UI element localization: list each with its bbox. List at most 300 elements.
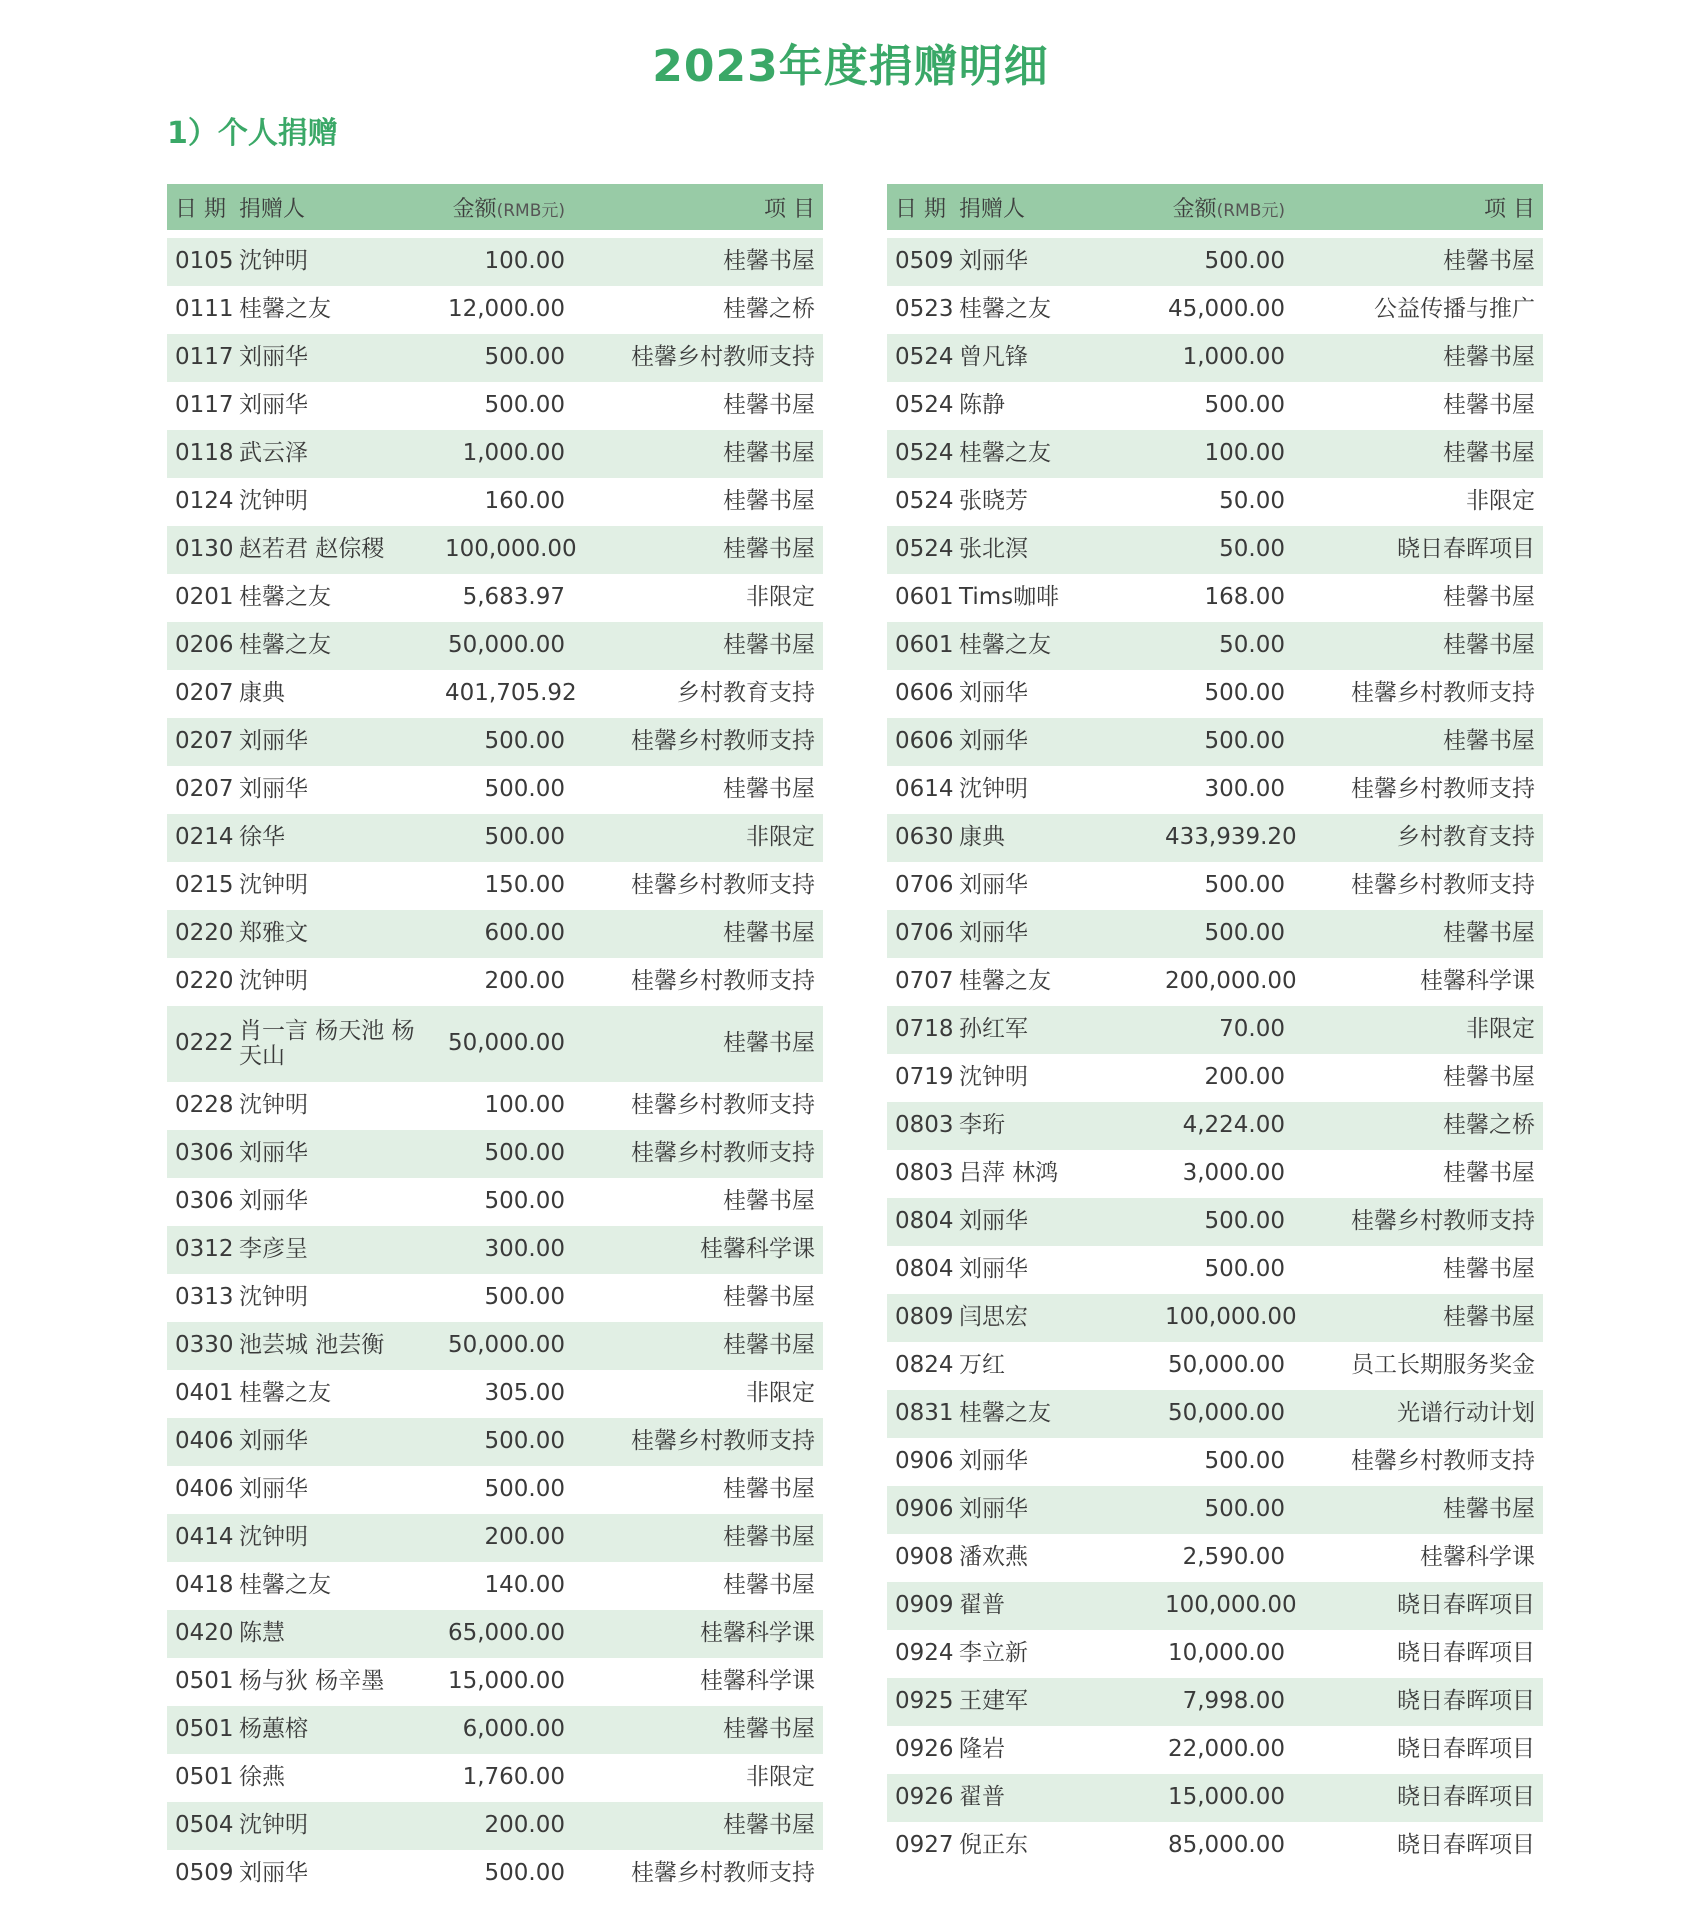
cell-donor: 刘丽华 — [959, 1448, 1028, 1475]
cell-date: 0925 — [887, 1678, 955, 1726]
cell-date: 0117 — [175, 392, 234, 419]
cell-donor: 隆岩 — [959, 1736, 1005, 1763]
cell-date: 0117 — [167, 334, 235, 382]
header-date: 日 期 — [887, 184, 955, 234]
header-amount — [437, 184, 573, 234]
table-row — [887, 766, 1543, 814]
cell-donor: 沈钟明 — [239, 968, 308, 995]
cell-project: 桂馨科学课 — [573, 1610, 823, 1658]
cell-amount: 500.00 — [484, 776, 565, 803]
cell-donor: 沈钟明 — [239, 872, 308, 899]
cell-donor: 桂馨之友 — [955, 430, 1157, 478]
cell-date: 0222 — [167, 1006, 235, 1082]
cell-project: 桂馨书屋 — [1443, 584, 1535, 611]
table-row — [887, 1150, 1543, 1198]
table-row — [167, 526, 823, 574]
cell-project: 桂馨乡村教师支持 — [631, 1092, 815, 1119]
cell-amount: 100,000.00 — [437, 526, 573, 574]
cell-amount: 433,939.20 — [1157, 814, 1293, 862]
cell-project: 桂馨书屋 — [573, 1006, 823, 1082]
cell-date: 0707 — [895, 968, 954, 995]
cell-date: 0706 — [895, 872, 954, 899]
cell-date: 0330 — [167, 1322, 235, 1370]
cell-date: 0718 — [887, 1006, 955, 1054]
cell-donor: 曾凡锋 — [955, 334, 1157, 382]
cell-amount: 500.00 — [484, 392, 565, 419]
cell-amount: 85,000.00 — [1167, 1832, 1285, 1859]
cell-amount: 500.00 — [437, 1130, 573, 1178]
cell-date: 0312 — [167, 1226, 235, 1274]
table-row — [167, 1514, 823, 1562]
cell-donor: 刘丽华 — [959, 1256, 1028, 1283]
cell-project: 桂馨书屋 — [573, 1802, 823, 1850]
table-row — [167, 382, 823, 430]
cell-amount: 7,998.00 — [1157, 1678, 1293, 1726]
table-row — [167, 1706, 823, 1754]
cell-project: 桂馨乡村教师支持 — [573, 1418, 823, 1466]
cell-date: 0406 — [167, 1418, 235, 1466]
table-row — [887, 1534, 1543, 1582]
cell-date: 0906 — [895, 1448, 954, 1475]
cell-donor: 徐燕 — [239, 1764, 285, 1791]
cell-amount: 50.00 — [1157, 526, 1293, 574]
cell-donor: 陈慧 — [235, 1610, 437, 1658]
cell-date: 0809 — [887, 1294, 955, 1342]
cell-date: 0414 — [167, 1514, 235, 1562]
table-row — [167, 334, 823, 382]
cell-project: 晓日春晖项目 — [1397, 1736, 1535, 1763]
table-row — [887, 1726, 1543, 1774]
cell-amount: 12,000.00 — [447, 296, 565, 323]
cell-project: 晓日春晖项目 — [1293, 526, 1543, 574]
cell-date: 0306 — [175, 1188, 234, 1215]
cell-date: 0906 — [887, 1486, 955, 1534]
cell-date: 0420 — [167, 1610, 235, 1658]
table-row — [167, 574, 823, 622]
table-row — [167, 910, 823, 958]
cell-project: 桂馨科学课 — [573, 1226, 823, 1274]
cell-project: 桂馨科学课 — [1420, 968, 1535, 995]
cell-donor: 康典 — [955, 814, 1157, 862]
cell-amount: 200.00 — [437, 1514, 573, 1562]
cell-donor: 刘丽华 — [955, 1486, 1157, 1534]
cell-date: 0601 — [887, 622, 955, 670]
cell-donor: 刘丽华 — [239, 776, 308, 803]
cell-amount: 200.00 — [484, 968, 565, 995]
cell-amount: 500.00 — [1204, 392, 1285, 419]
cell-donor: 刘丽华 — [959, 680, 1028, 707]
cell-project: 晓日春晖项目 — [1293, 1582, 1543, 1630]
table-row — [887, 1294, 1543, 1342]
cell-project: 非限定 — [573, 814, 823, 862]
table-row — [167, 1658, 823, 1706]
table-row — [887, 286, 1543, 334]
cell-project: 桂馨书屋 — [723, 392, 815, 419]
cell-date: 0220 — [175, 968, 234, 995]
table-row — [167, 670, 823, 718]
table-row — [167, 718, 823, 766]
header-amount — [1157, 184, 1293, 234]
cell-date: 0111 — [175, 296, 234, 323]
cell-amount: 500.00 — [437, 1418, 573, 1466]
header-project: 项 目 — [573, 184, 823, 234]
cell-date: 0524 — [887, 334, 955, 382]
cell-project: 桂馨书屋 — [1443, 1160, 1535, 1187]
cell-project: 桂馨乡村教师支持 — [1351, 680, 1535, 707]
cell-amount: 200.00 — [1204, 1064, 1285, 1091]
cell-date: 0926 — [895, 1736, 954, 1763]
cell-project: 桂馨书屋 — [573, 234, 823, 286]
cell-donor: 沈钟明 — [235, 1802, 437, 1850]
table-row — [167, 1466, 823, 1514]
cell-donor: 桂馨之友 — [239, 584, 331, 611]
cell-amount: 401,705.92 — [445, 680, 577, 707]
table-row — [167, 814, 823, 862]
cell-donor: 桂馨之友 — [235, 622, 437, 670]
cell-donor: 刘丽华 — [955, 910, 1157, 958]
cell-date: 0124 — [175, 488, 234, 515]
cell-project: 乡村教育支持 — [677, 680, 815, 707]
cell-donor: 潘欢燕 — [959, 1544, 1028, 1571]
cell-donor: 吕萍 林鸿 — [959, 1160, 1059, 1187]
cell-date: 0504 — [167, 1802, 235, 1850]
table-row — [167, 766, 823, 814]
header-date: 日 期 — [167, 184, 235, 234]
table-row — [887, 526, 1543, 574]
cell-date: 0418 — [175, 1572, 234, 1599]
cell-project: 非限定 — [746, 584, 815, 611]
cell-donor: 王建军 — [955, 1678, 1157, 1726]
cell-project: 非限定 — [746, 1380, 815, 1407]
cell-donor: 徐华 — [235, 814, 437, 862]
table-row — [887, 1198, 1543, 1246]
cell-project: 桂馨书屋 — [573, 526, 823, 574]
cell-amount: 50,000.00 — [437, 1006, 573, 1082]
cell-project: 桂馨乡村教师支持 — [1351, 776, 1535, 803]
cell-date: 0606 — [895, 680, 954, 707]
donation-table-left — [167, 184, 823, 1898]
cell-amount: 500.00 — [437, 814, 573, 862]
header-amount-unit: (RMB元) — [1216, 200, 1285, 221]
cell-project: 桂馨乡村教师支持 — [573, 334, 823, 382]
cell-donor: 刘丽华 — [239, 1476, 308, 1503]
donation-table-right — [887, 184, 1543, 1870]
cell-donor: 沈钟明 — [959, 1064, 1028, 1091]
cell-amount: 200,000.00 — [1165, 968, 1297, 995]
page-title: 2023年度捐赠明细 — [652, 41, 1049, 92]
cell-amount: 10,000.00 — [1167, 1640, 1285, 1667]
cell-project: 桂馨书屋 — [723, 776, 815, 803]
cell-donor: 沈钟明 — [235, 1514, 437, 1562]
header-donor: 捐赠人 — [955, 184, 1157, 234]
table-row — [887, 1774, 1543, 1822]
table-row — [167, 1006, 823, 1082]
table-row — [167, 1802, 823, 1850]
cell-project: 桂馨书屋 — [1443, 1256, 1535, 1283]
cell-project: 桂馨书屋 — [723, 1476, 815, 1503]
table-row — [167, 1322, 823, 1370]
table-row — [887, 234, 1543, 286]
table-row — [167, 234, 823, 286]
cell-project: 桂馨乡村教师支持 — [631, 968, 815, 995]
cell-project: 桂馨书屋 — [573, 622, 823, 670]
cell-date: 0524 — [887, 430, 955, 478]
table-header-row — [887, 184, 1543, 234]
cell-donor: 池芸城 池芸衡 — [235, 1322, 437, 1370]
cell-donor: 桂馨之友 — [955, 622, 1157, 670]
cell-project: 桂馨乡村教师支持 — [1351, 872, 1535, 899]
table-row — [167, 286, 823, 334]
cell-amount: 4,224.00 — [1157, 1102, 1293, 1150]
cell-donor: 万红 — [959, 1352, 1005, 1379]
table-row — [167, 430, 823, 478]
cell-amount: 500.00 — [1157, 1486, 1293, 1534]
cell-donor: 沈钟明 — [239, 1284, 308, 1311]
cell-donor: 桂馨之友 — [959, 968, 1051, 995]
cell-amount: 3,000.00 — [1182, 1160, 1285, 1187]
cell-date: 0401 — [175, 1380, 234, 1407]
cell-date: 0207 — [175, 776, 234, 803]
cell-amount: 100,000.00 — [1157, 1294, 1293, 1342]
cell-project: 桂馨书屋 — [1293, 622, 1543, 670]
cell-date: 0501 — [175, 1668, 234, 1695]
cell-date: 0306 — [167, 1130, 235, 1178]
table-row — [167, 1850, 823, 1898]
cell-project: 桂馨乡村教师支持 — [631, 872, 815, 899]
cell-date: 0908 — [895, 1544, 954, 1571]
cell-project: 桂馨书屋 — [1293, 910, 1543, 958]
cell-date: 0206 — [167, 622, 235, 670]
cell-date: 0606 — [887, 718, 955, 766]
cell-date: 0105 — [167, 234, 235, 286]
table-row — [887, 334, 1543, 382]
cell-project: 晓日春晖项目 — [1397, 1640, 1535, 1667]
cell-project: 桂馨乡村教师支持 — [631, 1860, 815, 1887]
table-row — [887, 574, 1543, 622]
cell-date: 0501 — [175, 1764, 234, 1791]
cell-project: 桂馨书屋 — [573, 430, 823, 478]
cell-amount: 65,000.00 — [437, 1610, 573, 1658]
cell-donor: 郑雅文 — [235, 910, 437, 958]
cell-donor: 李珩 — [955, 1102, 1157, 1150]
cell-donor: 刘丽华 — [235, 1418, 437, 1466]
cell-project: 桂馨书屋 — [1293, 430, 1543, 478]
cell-amount: 50.00 — [1157, 622, 1293, 670]
cell-date: 0228 — [175, 1092, 234, 1119]
cell-donor: 武云泽 — [235, 430, 437, 478]
cell-donor: 沈钟明 — [239, 1092, 308, 1119]
cell-date: 0803 — [887, 1102, 955, 1150]
table-row — [887, 670, 1543, 718]
cell-amount: 300.00 — [1204, 776, 1285, 803]
cell-project: 桂馨乡村教师支持 — [1351, 1448, 1535, 1475]
table-row — [887, 814, 1543, 862]
cell-project: 非限定 — [746, 1764, 815, 1791]
cell-project: 桂馨书屋 — [573, 1706, 823, 1754]
cell-donor: 倪正东 — [959, 1832, 1028, 1859]
cell-amount: 300.00 — [437, 1226, 573, 1274]
cell-donor: 刘丽华 — [239, 392, 308, 419]
cell-date: 0630 — [887, 814, 955, 862]
cell-amount: 150.00 — [484, 872, 565, 899]
header-amount-unit: (RMB元) — [496, 200, 565, 221]
cell-project: 光谱行动计划 — [1293, 1390, 1543, 1438]
cell-amount: 200.00 — [437, 1802, 573, 1850]
table-header-row — [167, 184, 823, 234]
table-row — [167, 1370, 823, 1418]
cell-amount: 500.00 — [1204, 1448, 1285, 1475]
cell-donor: 刘丽华 — [235, 334, 437, 382]
cell-amount: 50,000.00 — [1167, 1352, 1285, 1379]
cell-project: 公益传播与推广 — [1374, 296, 1535, 323]
cell-amount: 100.00 — [484, 1092, 565, 1119]
cell-donor: 李立新 — [959, 1640, 1028, 1667]
cell-donor: 刘丽华 — [239, 1860, 308, 1887]
table-row — [887, 1246, 1543, 1294]
cell-amount: 15,000.00 — [447, 1668, 565, 1695]
cell-date: 0215 — [175, 872, 234, 899]
table-row — [167, 1418, 823, 1466]
cell-donor: 张北溟 — [955, 526, 1157, 574]
cell-donor: 杨蕙榕 — [235, 1706, 437, 1754]
cell-donor: 闫思宏 — [955, 1294, 1157, 1342]
cell-date: 0926 — [887, 1774, 955, 1822]
table-row — [167, 1130, 823, 1178]
cell-date: 0214 — [167, 814, 235, 862]
cell-donor: 沈钟明 — [235, 234, 437, 286]
cell-amount: 168.00 — [1204, 584, 1285, 611]
cell-amount: 500.00 — [484, 1860, 565, 1887]
cell-donor: 沈钟明 — [239, 488, 308, 515]
cell-amount: 140.00 — [484, 1572, 565, 1599]
cell-project: 非限定 — [1466, 488, 1535, 515]
cell-date: 0804 — [895, 1256, 954, 1283]
cell-project: 桂馨书屋 — [1293, 234, 1543, 286]
header-project: 项 目 — [1293, 184, 1543, 234]
cell-amount: 500.00 — [1204, 680, 1285, 707]
cell-amount: 500.00 — [1157, 718, 1293, 766]
cell-project: 桂馨乡村教师支持 — [1293, 1198, 1543, 1246]
cell-amount: 50,000.00 — [1157, 1390, 1293, 1438]
cell-donor: 刘丽华 — [959, 872, 1028, 899]
cell-amount: 2,590.00 — [1182, 1544, 1285, 1571]
table-row — [887, 1102, 1543, 1150]
table-row — [887, 1006, 1543, 1054]
cell-amount: 100.00 — [437, 234, 573, 286]
cell-amount: 500.00 — [437, 334, 573, 382]
table-row — [167, 1178, 823, 1226]
cell-date: 0524 — [895, 488, 954, 515]
table-row — [887, 622, 1543, 670]
cell-project: 桂馨乡村教师支持 — [573, 1130, 823, 1178]
cell-project: 晓日春晖项目 — [1293, 1774, 1543, 1822]
table-row — [887, 1054, 1543, 1102]
cell-amount: 500.00 — [484, 1188, 565, 1215]
cell-project: 桂馨书屋 — [1293, 718, 1543, 766]
cell-donor: 张晓芳 — [959, 488, 1028, 515]
cell-amount: 500.00 — [437, 718, 573, 766]
cell-amount: 100.00 — [1157, 430, 1293, 478]
cell-date: 0220 — [167, 910, 235, 958]
table-row — [167, 622, 823, 670]
cell-amount: 100,000.00 — [1157, 1582, 1293, 1630]
cell-donor: 沈钟明 — [959, 776, 1028, 803]
table-row — [887, 958, 1543, 1006]
cell-amount: 500.00 — [1204, 1256, 1285, 1283]
cell-project: 桂馨书屋 — [1443, 1064, 1535, 1091]
cell-date: 0719 — [895, 1064, 954, 1091]
table-row — [887, 910, 1543, 958]
table-row — [887, 1438, 1543, 1486]
cell-date: 0803 — [895, 1160, 954, 1187]
cell-project: 桂馨乡村教师支持 — [573, 718, 823, 766]
table-row — [887, 1390, 1543, 1438]
cell-amount: 50.00 — [1219, 488, 1285, 515]
cell-date: 0601 — [895, 584, 954, 611]
cell-project: 桂馨书屋 — [573, 1514, 823, 1562]
cell-donor: 杨与狄 杨辛墨 — [239, 1668, 385, 1695]
cell-project: 桂馨书屋 — [723, 1188, 815, 1215]
cell-date: 0523 — [895, 296, 954, 323]
table-row — [887, 430, 1543, 478]
cell-date: 0118 — [167, 430, 235, 478]
cell-date: 0924 — [895, 1640, 954, 1667]
table-row — [167, 1610, 823, 1658]
cell-amount: 500.00 — [484, 1284, 565, 1311]
table-row — [887, 1582, 1543, 1630]
cell-project: 桂馨书屋 — [1293, 1294, 1543, 1342]
table-body-right — [887, 234, 1543, 1870]
cell-amount: 500.00 — [1204, 872, 1285, 899]
table-row — [887, 862, 1543, 910]
cell-donor: 陈静 — [959, 392, 1005, 419]
cell-date: 0207 — [167, 718, 235, 766]
cell-date: 0207 — [175, 680, 234, 707]
cell-donor: 桂馨之友 — [239, 296, 331, 323]
cell-date: 0831 — [887, 1390, 955, 1438]
cell-date: 0524 — [895, 392, 954, 419]
cell-date: 0804 — [887, 1198, 955, 1246]
cell-project: 桂馨科学课 — [700, 1668, 815, 1695]
cell-donor: 刘丽华 — [235, 718, 437, 766]
cell-project: 桂馨书屋 — [723, 1572, 815, 1599]
cell-donor: 桂馨之友 — [239, 1572, 331, 1599]
cell-date: 0927 — [895, 1832, 954, 1859]
cell-date: 0130 — [167, 526, 235, 574]
cell-project: 桂馨之桥 — [723, 296, 815, 323]
cell-amount: 500.00 — [1157, 910, 1293, 958]
header-donor: 捐赠人 — [235, 184, 437, 234]
cell-donor: 赵若君 赵倧稷 — [235, 526, 437, 574]
cell-donor: 翟普 — [955, 1582, 1157, 1630]
cell-amount: 5,683.97 — [462, 584, 565, 611]
cell-amount: 22,000.00 — [1167, 1736, 1285, 1763]
cell-donor: 刘丽华 — [955, 1198, 1157, 1246]
cell-project: 桂馨书屋 — [723, 1284, 815, 1311]
table-row — [887, 1822, 1543, 1870]
cell-project: 桂馨书屋 — [1293, 334, 1543, 382]
table-row — [887, 1486, 1543, 1534]
table-row — [167, 1562, 823, 1610]
cell-amount: 500.00 — [1157, 1198, 1293, 1246]
cell-donor: 翟普 — [955, 1774, 1157, 1822]
cell-project: 桂馨书屋 — [1443, 392, 1535, 419]
cell-donor: 孙红军 — [955, 1006, 1157, 1054]
cell-date: 0524 — [887, 526, 955, 574]
cell-date: 0406 — [175, 1476, 234, 1503]
cell-project: 桂馨书屋 — [1293, 1486, 1543, 1534]
table-row — [887, 382, 1543, 430]
